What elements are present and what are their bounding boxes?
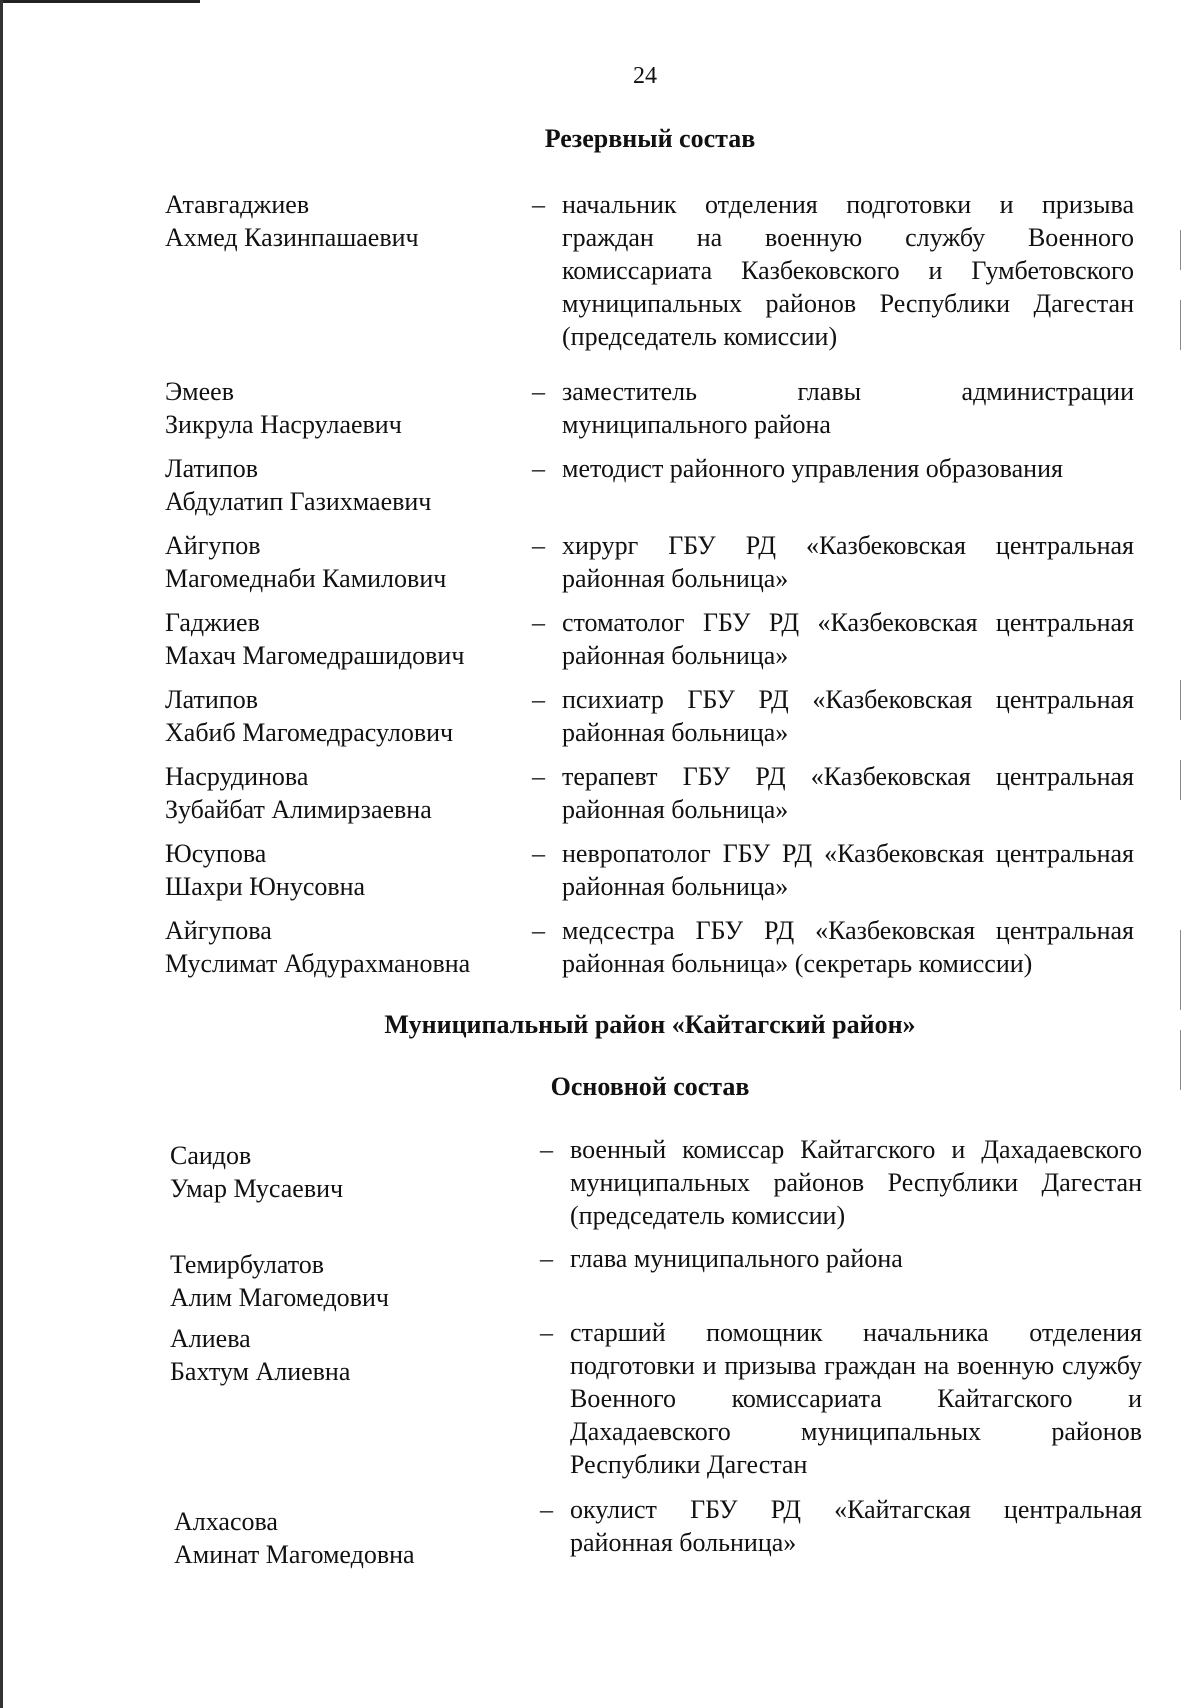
person-surname: Латипов bbox=[165, 685, 258, 714]
person-given-name: Бахтум Алиевна bbox=[170, 1357, 351, 1386]
list-item bbox=[0, 1133, 1200, 1232]
dash: – bbox=[540, 1244, 553, 1273]
person-surname: Латипов bbox=[165, 454, 258, 483]
dash: – bbox=[532, 377, 545, 406]
scan-artifact bbox=[1180, 1030, 1181, 1090]
dash: – bbox=[532, 762, 545, 791]
person-name bbox=[165, 375, 525, 441]
person-role: психиатр ГБУ РД «Казбековская центральная районная больница» bbox=[562, 685, 1134, 747]
reserve-list bbox=[0, 188, 1200, 991]
list-item bbox=[0, 452, 1200, 518]
list-item bbox=[0, 760, 1200, 826]
person-surname: Алиева bbox=[170, 1324, 251, 1353]
scan-artifact bbox=[1180, 230, 1181, 270]
person-role: невропатолог ГБУ РД «Казбековская центральная районная больница» bbox=[562, 839, 1134, 901]
reserve-heading: Резервный состав bbox=[544, 124, 756, 153]
dash: – bbox=[532, 839, 545, 868]
dash: – bbox=[532, 916, 545, 945]
page-number: 24 bbox=[633, 63, 657, 89]
list-item bbox=[0, 1493, 1200, 1571]
scan-edge-top bbox=[0, 0, 200, 3]
person-given-name: Абдулатип Газихмаевич bbox=[165, 487, 432, 516]
district-heading: Муниципальный район «Кайтагский район» bbox=[384, 1010, 916, 1039]
person-given-name: Махач Магомедрашидович bbox=[165, 641, 465, 670]
dash: – bbox=[532, 685, 545, 714]
person-name bbox=[165, 914, 525, 980]
dash: – bbox=[540, 1318, 553, 1347]
dash: – bbox=[540, 1495, 553, 1524]
scan-artifact bbox=[1180, 680, 1181, 720]
person-name bbox=[165, 683, 525, 749]
person-role: военный комиссар Кайтагского и Дахадаевского муниципальных районов Республики Дагестан (председатель комиссии) bbox=[570, 1135, 1142, 1230]
person-name bbox=[170, 1242, 530, 1314]
list-item bbox=[0, 914, 1200, 980]
person-name bbox=[165, 760, 525, 826]
main-list bbox=[0, 1133, 1200, 1582]
person-name bbox=[170, 1316, 530, 1481]
person-name bbox=[165, 188, 525, 353]
person-name bbox=[170, 1133, 530, 1232]
person-surname: Алхасова bbox=[174, 1507, 278, 1536]
person-role: стоматолог ГБУ РД «Казбековская центральная районная больница» bbox=[562, 608, 1134, 670]
list-item bbox=[0, 683, 1200, 749]
list-item bbox=[0, 1316, 1200, 1481]
person-role: заместитель главы администрации муниципального района bbox=[562, 377, 1134, 439]
person-given-name: Зубайбат Алимирзаевна bbox=[165, 795, 432, 824]
person-given-name: Алим Магомедович bbox=[170, 1283, 389, 1312]
person-given-name: Ахмед Казинпашаевич bbox=[165, 223, 419, 252]
person-surname: Айгупов bbox=[165, 531, 261, 560]
person-name bbox=[165, 606, 525, 672]
person-role: терапевт ГБУ РД «Казбековская центральная районная больница» bbox=[562, 762, 1134, 824]
person-name bbox=[165, 452, 525, 518]
dash: – bbox=[532, 454, 545, 483]
scan-artifact bbox=[1180, 760, 1181, 800]
person-surname: Эмеев bbox=[165, 377, 234, 406]
person-surname: Атавгаджиев bbox=[165, 190, 310, 219]
person-given-name: Муслимат Абдурахмановна bbox=[165, 949, 471, 978]
list-item bbox=[0, 606, 1200, 672]
person-surname: Темирбулатов bbox=[170, 1250, 325, 1279]
main-heading: Основной состав bbox=[550, 1072, 750, 1101]
person-name bbox=[165, 529, 525, 595]
person-name bbox=[174, 1493, 534, 1571]
person-surname: Юсупова bbox=[165, 839, 267, 868]
person-name bbox=[165, 837, 525, 903]
list-item bbox=[0, 1242, 1200, 1314]
person-surname: Насрудинова bbox=[165, 762, 309, 791]
dash: – bbox=[532, 190, 545, 219]
dash: – bbox=[532, 531, 545, 560]
list-item bbox=[0, 375, 1200, 441]
dash: – bbox=[540, 1135, 553, 1164]
person-surname: Гаджиев bbox=[165, 608, 260, 637]
scan-artifact bbox=[1180, 930, 1181, 1010]
person-given-name: Шахри Юнусовна bbox=[165, 872, 366, 901]
person-role: глава муниципального района bbox=[570, 1244, 903, 1273]
list-item bbox=[0, 529, 1200, 595]
dash: – bbox=[532, 608, 545, 637]
person-given-name: Умар Мусаевич bbox=[170, 1174, 344, 1203]
person-given-name: Магомеднаби Камилович bbox=[165, 564, 447, 593]
person-role: старший помощник начальника отделения подготовки и призыва граждан на военную службу Военного комиссариата Кайтагского и Дахадаевского муниципальных районов Республики Дагестан bbox=[570, 1318, 1142, 1479]
person-role: хирург ГБУ РД «Казбековская центральная районная больница» bbox=[562, 531, 1134, 593]
person-role: окулист ГБУ РД «Кайтагская центральная районная больница» bbox=[570, 1495, 1142, 1557]
person-surname: Саидов bbox=[170, 1141, 252, 1170]
person-given-name: Хабиб Магомедрасулович bbox=[165, 718, 454, 747]
person-given-name: Зикрула Насрулаевич bbox=[165, 410, 402, 439]
person-given-name: Аминат Магомедовна bbox=[174, 1540, 415, 1569]
person-role: начальник отделения подготовки и призыва граждан на военную службу Военного комиссариата Казбековского и Гумбетовского муниципальных районов Республики Дагестан (председатель комиссии) bbox=[562, 190, 1134, 351]
person-role: медсестра ГБУ РД «Казбековская центральная районная больница» (секретарь комиссии) bbox=[562, 916, 1134, 978]
person-surname: Айгупова bbox=[165, 916, 272, 945]
list-item bbox=[0, 188, 1200, 353]
person-role: методист районного управления образования bbox=[562, 454, 1063, 483]
list-item bbox=[0, 837, 1200, 903]
scan-artifact bbox=[1180, 300, 1181, 350]
